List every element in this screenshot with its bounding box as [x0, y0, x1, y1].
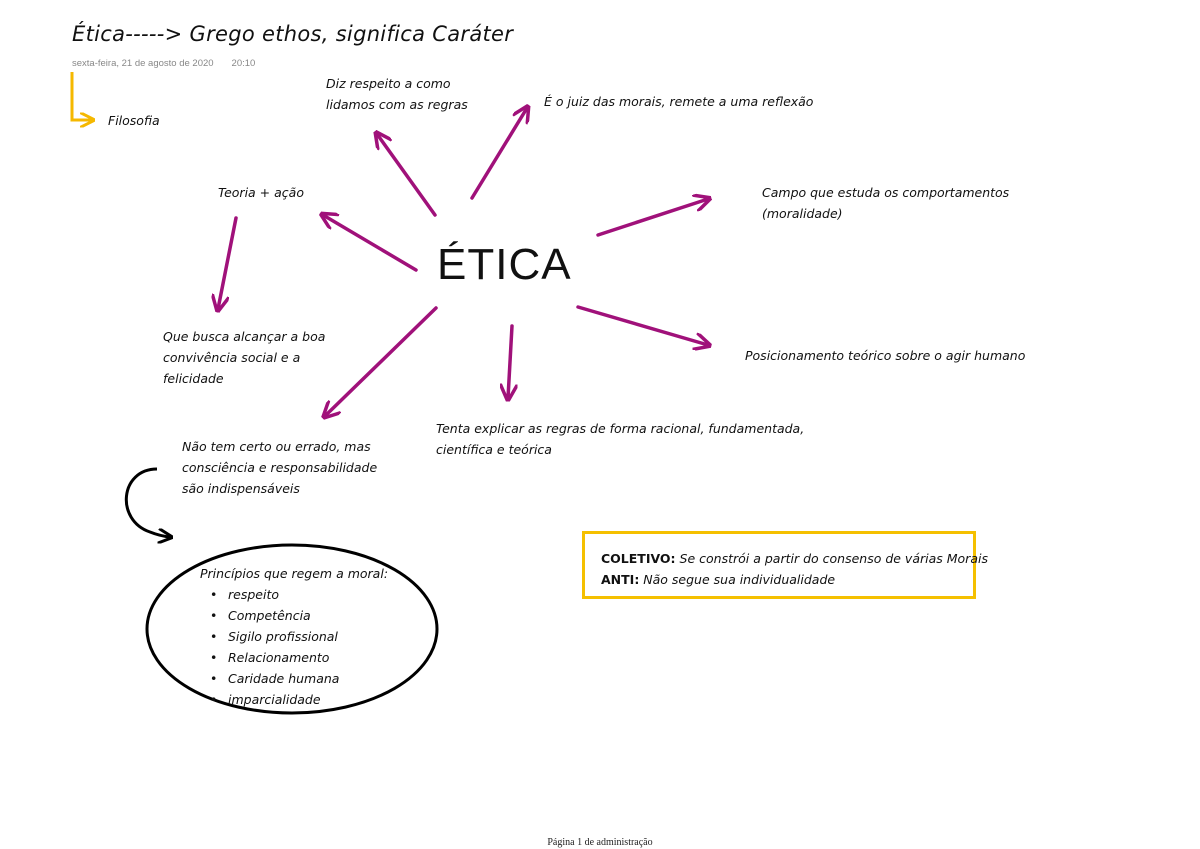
list-item: • Competência: [206, 605, 388, 626]
list-item: • Sigilo profissional: [206, 626, 388, 647]
node-tenta-line2: científica e teórica: [436, 442, 552, 457]
anti-row: [601, 569, 973, 590]
page-title: Ética-----> Grego ethos, significa Caráter: [72, 22, 514, 46]
node-diz-respeito-line2: lidamos com as regras: [326, 97, 468, 112]
coletivo-anti-box: [582, 531, 988, 599]
node-posicionamento: Posicionamento teórico sobre o agir humano: [745, 348, 1026, 363]
arrow-juiz: [472, 108, 527, 198]
page-time: 20:10: [231, 58, 256, 69]
node-busca-line1: Que busca alcançar a boa: [163, 329, 326, 344]
coletivo-row: [601, 548, 988, 569]
list-item: • Caridade humana: [206, 668, 388, 689]
list-item: • respeito: [206, 584, 388, 605]
node-campo-line1: Campo que estuda os comportamentos: [762, 185, 1010, 200]
arrow-posicionamento: [578, 307, 708, 345]
arrow-tenta: [508, 326, 512, 398]
node-diz-respeito-line1: Diz respeito a como: [326, 76, 451, 91]
filosofia-label: Filosofia: [108, 113, 160, 128]
page-date: sexta-feira, 21 de agosto de 2020: [72, 58, 214, 69]
node-teoria: Teoria + ação: [218, 185, 304, 200]
node-busca-line2: convivência social e a: [163, 350, 301, 365]
node-campo-line2: (moralidade): [762, 206, 843, 221]
curved-arrow: [126, 469, 170, 537]
node-juiz: É o juiz das morais, remete a uma reflexão: [544, 94, 814, 109]
principios-block: [200, 563, 388, 710]
principios-list: [206, 584, 388, 710]
node-busca-line3: felicidade: [163, 371, 224, 386]
anti-label: ANTI:: [601, 572, 640, 587]
center-etica: ÉTICA: [437, 240, 572, 289]
node-nao-tem-line2: consciência e responsabilidade: [182, 460, 378, 475]
coletivo-text: Se constrói a partir do consenso de várias Morais: [675, 551, 988, 566]
arrow-campo: [598, 199, 708, 235]
node-nao-tem: [182, 436, 377, 499]
node-nao-tem-line3: são indispensáveis: [182, 481, 300, 496]
arrow-nao-tem: [325, 308, 436, 416]
arrow-busca: [218, 218, 236, 309]
coletivo-label: COLETIVO:: [601, 551, 676, 566]
node-tenta-line1: Tenta explicar as regras de forma racional, fundamentada,: [436, 421, 805, 436]
node-tenta: [436, 418, 804, 460]
filosofia-arrow: [72, 72, 92, 120]
node-busca: [163, 326, 325, 389]
principios-heading: Princípios que regem a moral:: [200, 566, 389, 581]
page-meta: [72, 58, 255, 69]
list-item: • Relacionamento: [206, 647, 388, 668]
node-diz-respeito: [326, 73, 468, 115]
arrow-teoria: [323, 215, 416, 270]
list-item: • imparcialidade: [206, 689, 388, 710]
node-nao-tem-line1: Não tem certo ou errado, mas: [182, 439, 371, 454]
node-campo: [762, 182, 1009, 224]
page-footer: Página 1 de administração: [547, 837, 653, 848]
anti-text: Não segue sua individualidade: [639, 572, 836, 587]
arrow-diz-respeito: [377, 134, 435, 215]
